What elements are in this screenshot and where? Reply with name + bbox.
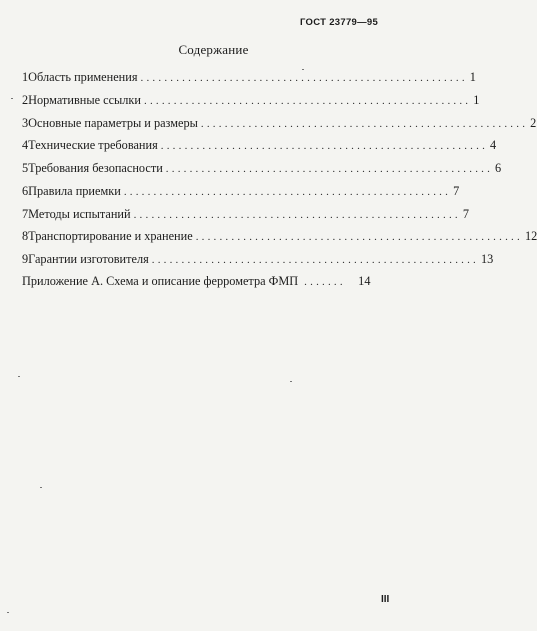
dot-leader: ....... bbox=[304, 276, 346, 288]
toc-entry-number: 2 bbox=[22, 93, 29, 107]
toc-entry-4[interactable] bbox=[22, 138, 497, 154]
dot-leader: ....................................................... bbox=[165, 163, 494, 175]
toc-entry-page: 7 bbox=[462, 207, 469, 221]
toc-entry-number: 6 bbox=[22, 184, 29, 198]
toc-entry-page: 1 bbox=[473, 93, 480, 107]
toc-entry-page: 6 bbox=[495, 161, 502, 175]
scan-speck bbox=[18, 376, 20, 377]
toc-entry-label: Технические требования bbox=[28, 138, 158, 152]
appendix-label: Приложение А. Схема и описание феррометра ФМП bbox=[22, 274, 299, 288]
dot-leader: ....................................................... bbox=[133, 209, 461, 221]
toc-entry-page: 4 bbox=[490, 138, 497, 152]
appendix-page: 14 bbox=[358, 274, 371, 288]
toc-entry-label: Методы испытаний bbox=[28, 207, 131, 221]
dot-leader: ....................................................... bbox=[160, 140, 489, 152]
toc-entry-label: Основные параметры и размеры bbox=[28, 116, 198, 130]
toc-entry-number: 9 bbox=[22, 252, 29, 266]
toc-entry-label: Транспортирование и хранение bbox=[28, 229, 193, 243]
toc-entry-7[interactable] bbox=[22, 207, 469, 223]
toc-entry-number: 7 bbox=[22, 207, 29, 221]
toc-entry-number: 3 bbox=[22, 116, 29, 130]
page-number-roman: III bbox=[381, 594, 390, 605]
dot-leader: ....................................................... bbox=[144, 95, 472, 107]
toc-entry-9[interactable] bbox=[22, 252, 494, 268]
toc-entry-5[interactable] bbox=[22, 161, 502, 177]
standard-header: ГОСТ 23779—95 bbox=[300, 17, 379, 28]
contents-title: Содержание bbox=[178, 42, 249, 57]
toc-entry-number: 1 bbox=[22, 70, 29, 84]
toc-entry-1[interactable] bbox=[22, 70, 476, 86]
toc-entry-label: Гарантии изготовителя bbox=[28, 252, 149, 266]
toc-entry-page: 2 bbox=[530, 116, 537, 130]
toc-entry-number: 4 bbox=[22, 138, 29, 152]
dot-leader: ....................................................... bbox=[151, 254, 479, 266]
dot-leader: ....................................................... bbox=[200, 118, 529, 130]
toc-entry-label: Требования безопасности bbox=[28, 161, 163, 175]
toc-entry-label: Нормативные ссылки bbox=[28, 93, 141, 107]
dot-leader: ....................................................... bbox=[140, 72, 468, 84]
scan-speck bbox=[7, 612, 9, 613]
scan-speck bbox=[290, 381, 292, 382]
toc-entry-2[interactable] bbox=[22, 93, 480, 109]
toc-entry-page: 12 bbox=[524, 229, 537, 243]
toc-entry-page: 13 bbox=[481, 252, 494, 266]
toc-entry-appendix[interactable] bbox=[22, 274, 390, 290]
toc-entry-label: Правила приемки bbox=[28, 184, 121, 198]
scan-speck bbox=[40, 487, 42, 488]
toc-entry-page: 1 bbox=[469, 70, 476, 84]
toc-entry-3[interactable] bbox=[22, 116, 537, 132]
toc-entry-number: 5 bbox=[22, 161, 29, 175]
toc-entry-label: Область применения bbox=[28, 70, 138, 84]
toc-entry-page: 7 bbox=[453, 184, 460, 198]
toc-entry-8[interactable] bbox=[22, 229, 537, 245]
scan-speck bbox=[302, 69, 304, 70]
toc-entry-6[interactable] bbox=[22, 184, 460, 200]
toc-entry-number: 8 bbox=[22, 229, 29, 243]
dot-leader: ....................................................... bbox=[195, 231, 523, 243]
scan-speck bbox=[11, 98, 13, 99]
dot-leader: ....................................................... bbox=[123, 186, 452, 198]
